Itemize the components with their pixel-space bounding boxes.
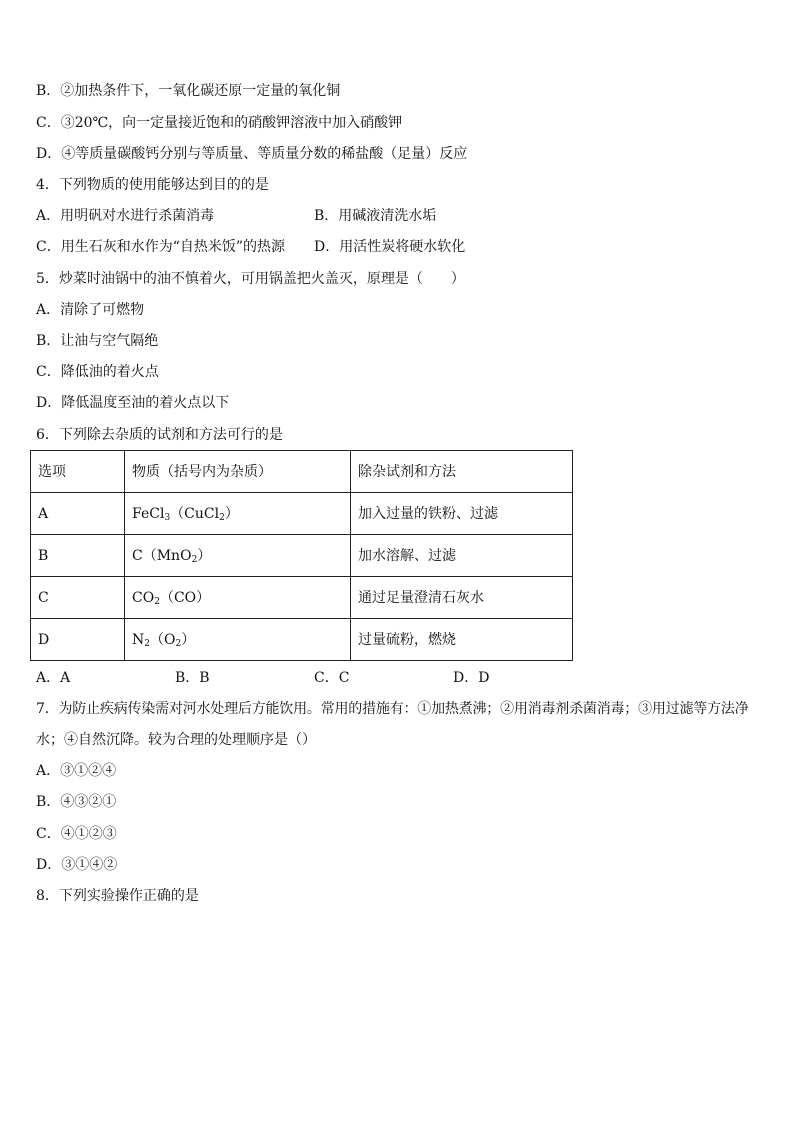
- row-substance: $CO_2(CO)$: [125, 577, 351, 619]
- impurity-subscript: 2: [219, 512, 225, 523]
- q5-option-a: A．清除了可燃物: [36, 302, 145, 318]
- impurity-subscript: 2: [191, 554, 198, 565]
- q5-option-c: C．降低油的着火点: [36, 364, 159, 380]
- q4-stem: 4．下列物质的使用能够达到目的的是: [36, 177, 269, 193]
- substance-formula: N: [132, 631, 145, 648]
- substance-formula: C: [132, 547, 143, 564]
- q4-option-d: D．用活性炭将硬水软化: [314, 239, 466, 255]
- substance-subscript: 3: [164, 512, 171, 523]
- row-method: 通过足量澄清石灰水: [351, 577, 573, 619]
- q6-stem: 6．下列除去杂质的试剂和方法可行的是: [36, 427, 283, 443]
- q7-option-d: D．③①④②: [36, 857, 118, 873]
- impurity-formula: CuCl: [184, 505, 220, 522]
- q8-stem: 8．下列实验操作正确的是: [36, 888, 199, 904]
- q3-option-c: C．③20℃，向一定量接近饱和的硝酸钾溶液中加入硝酸钾: [36, 115, 403, 131]
- row-option: D: [31, 619, 125, 661]
- row-substance: C（MnO$_2$）: [125, 535, 351, 577]
- q4-option-a: A．用明矾对水进行杀菌消毒: [36, 208, 215, 224]
- q3-option-d: D．④等质量碳酸钙分别与等质量、等质量分数的稀盐酸（足量）反应: [36, 146, 468, 162]
- q5-option-b: B．让油与空气隔绝: [36, 333, 159, 349]
- q6-option-d: D．D: [453, 670, 490, 686]
- impurity-formula: CO: [173, 589, 197, 606]
- substance-formula: CO: [132, 589, 155, 606]
- q4-option-b: B．用碱液清洗水垢: [314, 208, 437, 224]
- table-row: [31, 619, 573, 661]
- table-row: [31, 535, 573, 577]
- row-substance: FeCl$_3$（CuCl$_2$）: [125, 493, 351, 535]
- substance-formula: FeCl: [132, 505, 165, 522]
- q7-option-b: B．④③②①: [36, 794, 117, 810]
- row-option: A: [31, 493, 125, 535]
- header-option: 选项: [31, 451, 125, 493]
- q7-stem-line2: 水；④自然沉降。较为合理的处理顺序是（）: [36, 732, 316, 748]
- q5-stem: 5．炒菜时油锅中的油不慎着火，可用锅盖把火盖灭，原理是（ ）: [36, 271, 465, 287]
- impurity-formula: O: [163, 631, 176, 648]
- q6-option-a: A．A: [36, 670, 71, 686]
- row-method: 加水溶解、过滤: [351, 535, 573, 577]
- row-substance: $N_2(O_2)$: [125, 619, 351, 661]
- q7-stem-line1: 7．为防止疾病传染需对河水处理后方能饮用。常用的措施有：①加热煮沸；②用消毒剂杀菌消毒；③用过滤等方法净: [36, 701, 749, 717]
- header-method: 除杂试剂和方法: [351, 451, 573, 493]
- q3-option-b: B．②加热条件下，一氧化碳还原一定量的氧化铜: [36, 83, 341, 99]
- substance-subscript: 2: [144, 638, 150, 649]
- row-option: B: [31, 535, 125, 577]
- row-method: 过量硫粉，燃烧: [351, 619, 573, 661]
- q6-option-c: C．C: [314, 670, 350, 686]
- q7-option-a: A．③①②④: [36, 763, 117, 779]
- row-method: 加入过量的铁粉、过滤: [351, 493, 573, 535]
- q4-option-c: C．用生石灰和水作为“自热米饭”的热源: [36, 239, 286, 255]
- substance-subscript: 2: [154, 596, 160, 607]
- impurity-formula: MnO: [156, 547, 192, 564]
- table-row: [31, 493, 573, 535]
- q7-option-c: C．④①②③: [36, 826, 117, 842]
- table-row: [31, 577, 573, 619]
- row-option: C: [31, 577, 125, 619]
- q5-option-d: D．降低温度至油的着火点以下: [36, 395, 230, 411]
- table-header-row: [31, 451, 573, 493]
- q6-option-b: B．B: [175, 670, 210, 686]
- header-substance: 物质（括号内为杂质）: [125, 451, 351, 493]
- impurity-subscript: 2: [175, 638, 182, 649]
- q6-table: [30, 450, 573, 661]
